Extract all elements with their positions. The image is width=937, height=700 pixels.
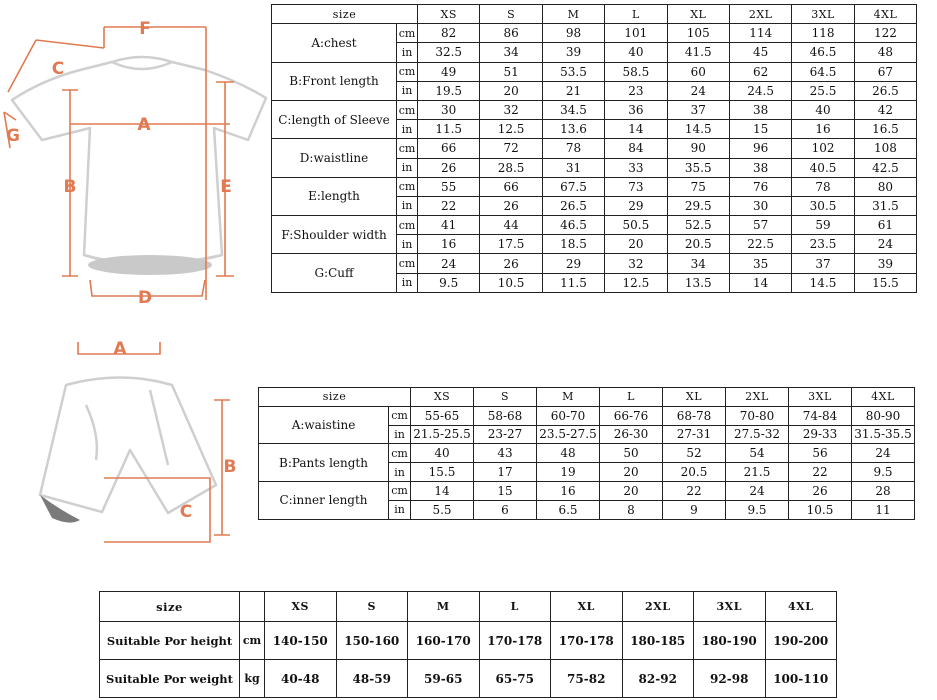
value-cell: 23.5-27.5: [537, 425, 600, 444]
value-cell: 59: [792, 216, 854, 235]
value-cell: 26: [789, 481, 852, 500]
unit-label: in: [397, 120, 418, 139]
size-col-header: L: [479, 592, 551, 622]
measurement-label: A:waistine: [259, 406, 389, 444]
value-cell: 55: [418, 177, 480, 196]
table-row: [272, 139, 917, 158]
value-cell: 150-160: [336, 622, 408, 660]
value-cell: 40: [792, 100, 854, 119]
value-cell: 40: [411, 444, 474, 463]
value-cell: 65-75: [479, 660, 551, 698]
value-cell: 60-70: [537, 406, 600, 425]
size-col-header: XS: [411, 388, 474, 407]
value-cell: 39: [854, 254, 916, 273]
value-cell: 32: [605, 254, 667, 273]
value-cell: 26: [480, 196, 542, 215]
header-row: [272, 5, 917, 24]
value-cell: 34: [667, 254, 729, 273]
unit-label: cm: [397, 216, 418, 235]
size-header: size: [259, 388, 411, 407]
value-cell: 20.5: [667, 235, 729, 254]
size-col-header: XS: [265, 592, 337, 622]
unit-label: in: [397, 81, 418, 100]
value-cell: 16: [792, 120, 854, 139]
value-cell: 43: [474, 444, 537, 463]
measurement-label: E:length: [272, 177, 397, 215]
unit-label: in: [397, 235, 418, 254]
value-cell: 66-76: [600, 406, 663, 425]
jersey-outline: [12, 57, 266, 265]
value-cell: 66: [480, 177, 542, 196]
fit-guide-table: [99, 591, 837, 698]
value-cell: 40.5: [792, 158, 854, 177]
value-cell: 78: [792, 177, 854, 196]
marker-c: C: [179, 502, 193, 522]
size-col-header: 4XL: [765, 592, 837, 622]
value-cell: 73: [605, 177, 667, 196]
size-col-header: L: [605, 5, 667, 24]
value-cell: 10.5: [480, 273, 542, 292]
value-cell: 16.5: [854, 120, 916, 139]
value-cell: 62: [729, 62, 791, 81]
size-col-header: 2XL: [622, 592, 694, 622]
value-cell: 60: [667, 62, 729, 81]
size-col-header: M: [408, 592, 480, 622]
value-cell: 15: [474, 481, 537, 500]
value-cell: 28.5: [480, 158, 542, 177]
value-cell: 40: [605, 43, 667, 62]
measurement-label: D:waistline: [272, 139, 397, 177]
value-cell: 86: [480, 24, 542, 43]
table-row: [100, 622, 837, 660]
value-cell: 67.5: [542, 177, 604, 196]
table-row: [272, 177, 917, 196]
value-cell: 140-150: [265, 622, 337, 660]
value-cell: 122: [854, 24, 916, 43]
table-row: [259, 481, 915, 500]
size-col-header: M: [542, 5, 604, 24]
size-col-header: S: [474, 388, 537, 407]
unit-label: cm: [397, 177, 418, 196]
value-cell: 45: [729, 43, 791, 62]
value-cell: 16: [418, 235, 480, 254]
value-cell: 37: [667, 100, 729, 119]
marker-b: B: [63, 177, 77, 197]
value-cell: 31: [542, 158, 604, 177]
size-col-header: L: [600, 388, 663, 407]
size-col-header: 3XL: [694, 592, 766, 622]
unit-label: in: [397, 196, 418, 215]
marker-a: A: [113, 339, 127, 359]
value-cell: 82-92: [622, 660, 694, 698]
value-cell: 22: [663, 481, 726, 500]
value-cell: 35: [729, 254, 791, 273]
value-cell: 102: [792, 139, 854, 158]
pants-outline: [40, 378, 216, 514]
unit-header-blank: [240, 592, 265, 622]
fit-label: Suitable Por weight: [100, 660, 240, 698]
unit-label: in: [397, 158, 418, 177]
unit-label: cm: [240, 622, 265, 660]
value-cell: 14.5: [667, 120, 729, 139]
value-cell: 50: [600, 444, 663, 463]
value-cell: 32.5: [418, 43, 480, 62]
header-row: [100, 592, 837, 622]
size-col-header: 4XL: [854, 5, 916, 24]
value-cell: 13.6: [542, 120, 604, 139]
value-cell: 8: [600, 500, 663, 519]
size-header: size: [272, 5, 418, 24]
value-cell: 49: [418, 62, 480, 81]
size-col-header: 2XL: [726, 388, 789, 407]
value-cell: 108: [854, 139, 916, 158]
size-header: size: [100, 592, 240, 622]
value-cell: 74-84: [789, 406, 852, 425]
value-cell: 21.5-25.5: [411, 425, 474, 444]
value-cell: 84: [605, 139, 667, 158]
marker-f: F: [139, 19, 151, 39]
value-cell: 5.5: [411, 500, 474, 519]
value-cell: 16: [537, 481, 600, 500]
unit-label: in: [397, 273, 418, 292]
value-cell: 160-170: [408, 622, 480, 660]
value-cell: 30.5: [792, 196, 854, 215]
value-cell: 48: [537, 444, 600, 463]
unit-label: cm: [397, 62, 418, 81]
marker-c: C: [51, 59, 65, 79]
size-col-header: XL: [551, 592, 623, 622]
marker-d: D: [137, 288, 153, 308]
unit-label: in: [389, 500, 411, 519]
measurement-label: B:Pants length: [259, 444, 389, 482]
size-col-header: 2XL: [729, 5, 791, 24]
value-cell: 33: [605, 158, 667, 177]
value-cell: 82: [418, 24, 480, 43]
value-cell: 6: [474, 500, 537, 519]
table-row: [272, 62, 917, 81]
value-cell: 41.5: [667, 43, 729, 62]
size-col-header: M: [537, 388, 600, 407]
table-row: [272, 254, 917, 273]
value-cell: 70-80: [726, 406, 789, 425]
value-cell: 9: [663, 500, 726, 519]
value-cell: 21: [542, 81, 604, 100]
value-cell: 26: [418, 158, 480, 177]
value-cell: 26: [480, 254, 542, 273]
value-cell: 23.5: [792, 235, 854, 254]
measurement-label: B:Front length: [272, 62, 397, 100]
value-cell: 67: [854, 62, 916, 81]
value-cell: 39: [542, 43, 604, 62]
value-cell: 20.5: [663, 463, 726, 482]
size-col-header: 3XL: [792, 5, 854, 24]
value-cell: 26-30: [600, 425, 663, 444]
value-cell: 23: [605, 81, 667, 100]
table-row: [272, 216, 917, 235]
unit-label: kg: [240, 660, 265, 698]
value-cell: 96: [729, 139, 791, 158]
jersey-diagram: [0, 0, 270, 310]
value-cell: 29: [605, 196, 667, 215]
value-cell: 46.5: [792, 43, 854, 62]
value-cell: 50.5: [605, 216, 667, 235]
value-cell: 22.5: [729, 235, 791, 254]
table-row: [259, 406, 915, 425]
hem-grip: [88, 255, 212, 275]
value-cell: 24: [726, 481, 789, 500]
value-cell: 46.5: [542, 216, 604, 235]
pants-size-table: [258, 387, 915, 520]
unit-label: cm: [397, 100, 418, 119]
measurement-label: F:Shoulder width: [272, 216, 397, 254]
unit-label: cm: [389, 481, 411, 500]
unit-label: in: [389, 463, 411, 482]
value-cell: 75: [667, 177, 729, 196]
value-cell: 9.5: [726, 500, 789, 519]
value-cell: 13.5: [667, 273, 729, 292]
value-cell: 31.5: [854, 196, 916, 215]
value-cell: 190-200: [765, 622, 837, 660]
table-row: [100, 660, 837, 698]
value-cell: 44: [480, 216, 542, 235]
value-cell: 34: [480, 43, 542, 62]
value-cell: 24: [852, 444, 915, 463]
size-col-header: XL: [667, 5, 729, 24]
value-cell: 15.5: [411, 463, 474, 482]
value-cell: 52: [663, 444, 726, 463]
value-cell: 12.5: [480, 120, 542, 139]
fit-label: Suitable Por height: [100, 622, 240, 660]
value-cell: 29: [542, 254, 604, 273]
value-cell: 105: [667, 24, 729, 43]
value-cell: 75-82: [551, 660, 623, 698]
unit-label: in: [397, 43, 418, 62]
value-cell: 20: [600, 463, 663, 482]
value-cell: 59-65: [408, 660, 480, 698]
table-row: [259, 444, 915, 463]
value-cell: 48-59: [336, 660, 408, 698]
pants-markers: [113, 339, 236, 522]
value-cell: 24.5: [729, 81, 791, 100]
value-cell: 20: [605, 235, 667, 254]
value-cell: 21.5: [726, 463, 789, 482]
value-cell: 64.5: [792, 62, 854, 81]
size-col-header: 3XL: [789, 388, 852, 407]
value-cell: 24: [418, 254, 480, 273]
value-cell: 20: [480, 81, 542, 100]
value-cell: 11.5: [542, 273, 604, 292]
value-cell: 35.5: [667, 158, 729, 177]
value-cell: 100-110: [765, 660, 837, 698]
measurement-label: A:chest: [272, 24, 397, 62]
value-cell: 58.5: [605, 62, 667, 81]
measurement-label: G:Cuff: [272, 254, 397, 292]
value-cell: 72: [480, 139, 542, 158]
unit-label: cm: [397, 254, 418, 273]
value-cell: 68-78: [663, 406, 726, 425]
value-cell: 118: [792, 24, 854, 43]
value-cell: 101: [605, 24, 667, 43]
table-row: [272, 100, 917, 119]
value-cell: 14: [605, 120, 667, 139]
measurement-label: C:length of Sleeve: [272, 100, 397, 138]
value-cell: 61: [854, 216, 916, 235]
jersey-size-table: [271, 4, 917, 293]
chamois-pad: [40, 495, 80, 523]
value-cell: 54: [726, 444, 789, 463]
value-cell: 34.5: [542, 100, 604, 119]
measurement-label: C:inner length: [259, 481, 389, 519]
value-cell: 170-178: [479, 622, 551, 660]
value-cell: 9.5: [418, 273, 480, 292]
value-cell: 80-90: [852, 406, 915, 425]
unit-label: in: [389, 425, 411, 444]
value-cell: 31.5-35.5: [852, 425, 915, 444]
unit-label: cm: [397, 139, 418, 158]
value-cell: 180-190: [694, 622, 766, 660]
value-cell: 41: [418, 216, 480, 235]
unit-label: cm: [389, 444, 411, 463]
value-cell: 30: [729, 196, 791, 215]
value-cell: 27.5-32: [726, 425, 789, 444]
value-cell: 12.5: [605, 273, 667, 292]
value-cell: 22: [418, 196, 480, 215]
value-cell: 23-27: [474, 425, 537, 444]
value-cell: 32: [480, 100, 542, 119]
value-cell: 38: [729, 100, 791, 119]
value-cell: 18.5: [542, 235, 604, 254]
value-cell: 27-31: [663, 425, 726, 444]
table-row: [272, 24, 917, 43]
value-cell: 20: [600, 481, 663, 500]
value-cell: 114: [729, 24, 791, 43]
value-cell: 25.5: [792, 81, 854, 100]
value-cell: 98: [542, 24, 604, 43]
value-cell: 19.5: [418, 81, 480, 100]
value-cell: 51: [480, 62, 542, 81]
value-cell: 66: [418, 139, 480, 158]
unit-label: cm: [389, 406, 411, 425]
value-cell: 9.5: [852, 463, 915, 482]
value-cell: 37: [792, 254, 854, 273]
value-cell: 92-98: [694, 660, 766, 698]
size-col-header: S: [480, 5, 542, 24]
value-cell: 6.5: [537, 500, 600, 519]
value-cell: 53.5: [542, 62, 604, 81]
value-cell: 30: [418, 100, 480, 119]
value-cell: 22: [789, 463, 852, 482]
value-cell: 36: [605, 100, 667, 119]
value-cell: 57: [729, 216, 791, 235]
value-cell: 10.5: [789, 500, 852, 519]
value-cell: 56: [789, 444, 852, 463]
value-cell: 26.5: [854, 81, 916, 100]
value-cell: 48: [854, 43, 916, 62]
value-cell: 180-185: [622, 622, 694, 660]
size-col-header: S: [336, 592, 408, 622]
value-cell: 76: [729, 177, 791, 196]
value-cell: 11: [852, 500, 915, 519]
value-cell: 170-178: [551, 622, 623, 660]
value-cell: 14.5: [792, 273, 854, 292]
value-cell: 52.5: [667, 216, 729, 235]
value-cell: 14: [411, 481, 474, 500]
value-cell: 28: [852, 481, 915, 500]
value-cell: 42.5: [854, 158, 916, 177]
marker-g: G: [6, 126, 20, 146]
value-cell: 29-33: [789, 425, 852, 444]
value-cell: 80: [854, 177, 916, 196]
value-cell: 24: [854, 235, 916, 254]
size-col-header: 4XL: [852, 388, 915, 407]
value-cell: 55-65: [411, 406, 474, 425]
unit-label: cm: [397, 24, 418, 43]
value-cell: 40-48: [265, 660, 337, 698]
value-cell: 78: [542, 139, 604, 158]
value-cell: 15.5: [854, 273, 916, 292]
value-cell: 24: [667, 81, 729, 100]
value-cell: 42: [854, 100, 916, 119]
value-cell: 29.5: [667, 196, 729, 215]
value-cell: 90: [667, 139, 729, 158]
value-cell: 26.5: [542, 196, 604, 215]
value-cell: 17.5: [480, 235, 542, 254]
value-cell: 14: [729, 273, 791, 292]
value-cell: 38: [729, 158, 791, 177]
marker-e: E: [220, 177, 232, 197]
marker-a: A: [137, 115, 151, 135]
size-col-header: XS: [418, 5, 480, 24]
size-col-header: XL: [663, 388, 726, 407]
marker-b: B: [223, 457, 237, 477]
value-cell: 58-68: [474, 406, 537, 425]
header-row: [259, 388, 915, 407]
value-cell: 17: [474, 463, 537, 482]
pants-diagram: [0, 330, 260, 540]
value-cell: 11.5: [418, 120, 480, 139]
value-cell: 19: [537, 463, 600, 482]
value-cell: 15: [729, 120, 791, 139]
